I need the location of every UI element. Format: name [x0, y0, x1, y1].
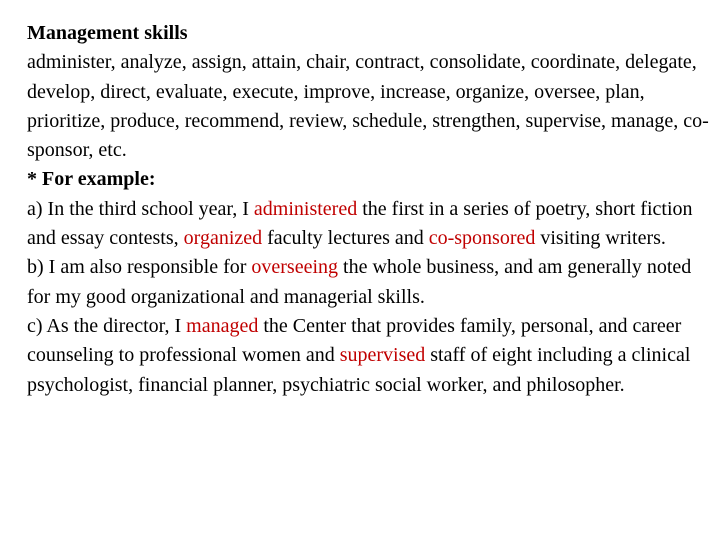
highlight-managed: managed: [186, 314, 259, 337]
example-a-text-3: faculty lectures and: [262, 227, 429, 250]
example-c-text-1: c) As the director, I: [27, 314, 187, 337]
slide-text-block: [27, 19, 712, 400]
example-c: [27, 312, 712, 400]
highlight-supervised: supervised: [339, 344, 426, 367]
highlight-co-sponsored: co-sponsored: [428, 227, 536, 250]
skill-verb-list: administer, analyze, assign, attain, chair, contract, consolidate, coordinate, delegate, develop, direct, evaluate, execute, improve, increase, organize, oversee, plan, prioritize, produce, recommend, review, schedule, strengthen, supervise, manage, co-sponsor, etc.: [27, 51, 709, 162]
example-b: [27, 253, 712, 312]
highlight-organized: organized: [183, 227, 263, 250]
example-a-text-4: visiting writers.: [535, 227, 666, 250]
example-heading: * For example:: [27, 168, 156, 191]
page-title: Management skills: [27, 22, 188, 44]
example-b-text-2: the whole business, and am generally noted for my good organizational and managerial skills.: [27, 256, 692, 308]
example-a: [27, 195, 712, 254]
example-b-text-1: b) I am also responsible for: [27, 256, 252, 279]
example-c-text-2: the Center that provides family, personal, and career counseling to professional women and: [27, 314, 682, 367]
highlight-administered: administered: [253, 197, 358, 220]
example-c-text-3: staff of eight including a clinical psychologist, financial planner, psychiatric social worker, and philosopher.: [27, 344, 691, 396]
example-a-text-2: the first in a series of poetry, short fiction and essay contests,: [27, 197, 693, 250]
highlight-overseeing: overseeing: [251, 256, 339, 279]
example-a-text-1: a) In the third school year, I: [27, 197, 254, 220]
